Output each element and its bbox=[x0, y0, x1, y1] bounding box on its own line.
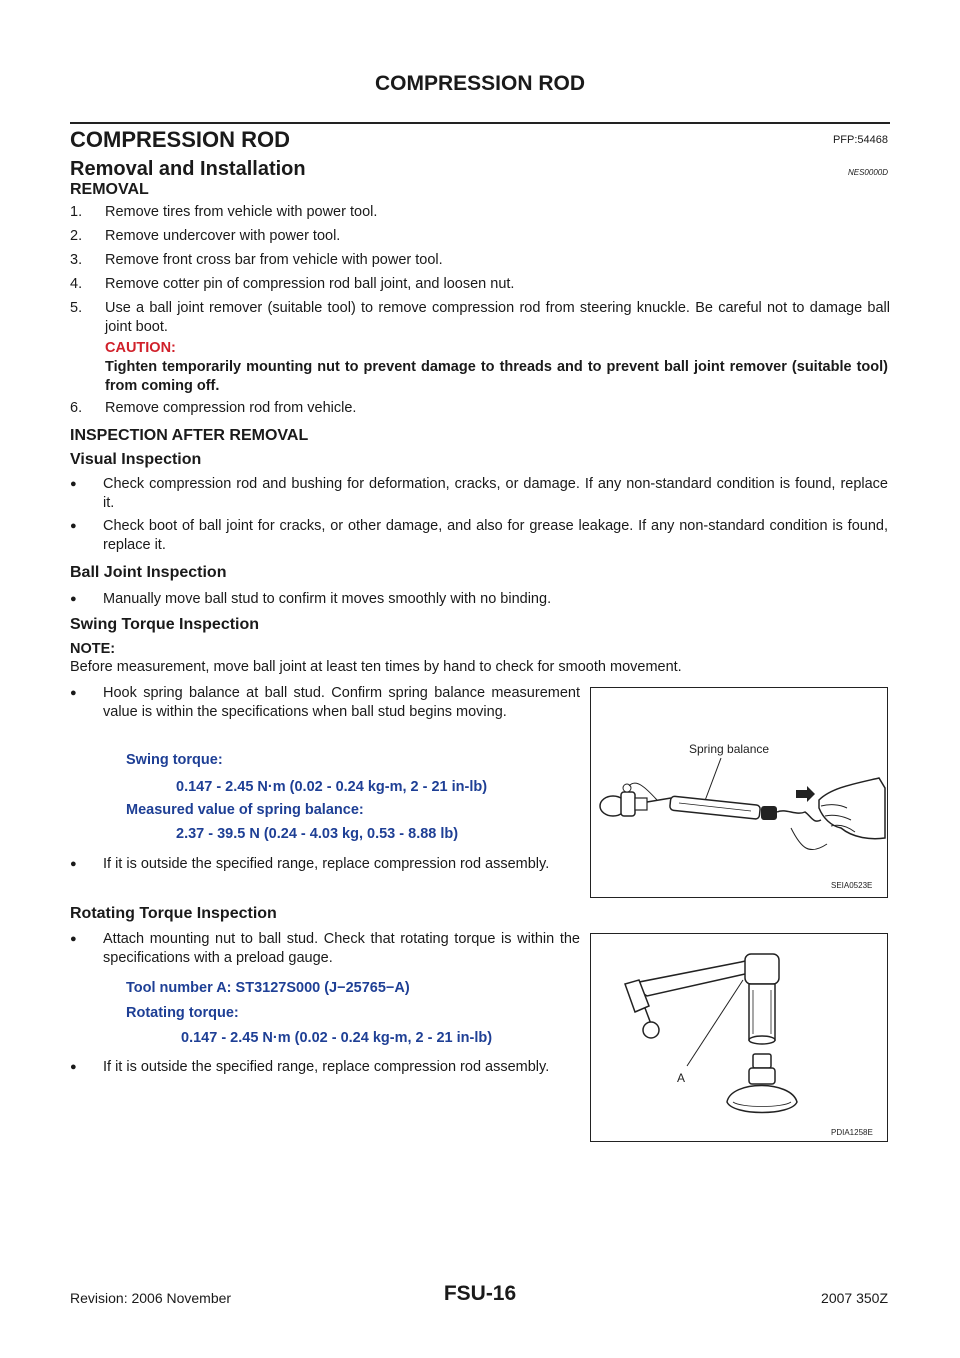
note-text: Before measurement, move ball joint at least ten times by hand to check for smooth movement. bbox=[70, 659, 682, 675]
footer-model: 2007 350Z bbox=[821, 1290, 888, 1306]
bullet-text: If it is outside the specified range, replace compression rod assembly. bbox=[103, 1059, 550, 1075]
spring-balance-value: 2.37 - 39.5 N (0.24 - 4.03 kg, 0.53 - 8.88 lb) bbox=[176, 826, 459, 842]
step-number: 3. bbox=[70, 252, 83, 268]
bullet-dot: ● bbox=[70, 593, 77, 605]
step-text: Remove tires from vehicle with power tool. bbox=[105, 204, 378, 220]
bullet-text: If it is outside the specified range, replace compression rod assembly. bbox=[103, 856, 550, 872]
caution-label: CAUTION: bbox=[105, 340, 176, 356]
spring-balance-illustration bbox=[591, 688, 887, 897]
bullet-item bbox=[70, 930, 580, 968]
removal-step bbox=[70, 275, 890, 294]
ball-joint-heading: Ball Joint Inspection bbox=[70, 564, 227, 581]
spring-balance-figure bbox=[590, 687, 888, 898]
bullet-text: Hook spring balance at ball stud. Confirm spring balance measurement value is within the specifications when ball stud begins moving. bbox=[103, 685, 580, 720]
removal-heading: REMOVAL bbox=[70, 181, 149, 198]
step-text: Remove compression rod from vehicle. bbox=[105, 400, 357, 416]
step-number: 4. bbox=[70, 276, 83, 292]
rotating-heading: Rotating Torque Inspection bbox=[70, 905, 277, 922]
figure-callout-a: A bbox=[677, 1071, 686, 1085]
bullet-dot: ● bbox=[70, 520, 77, 532]
tool-number-label: Tool number A: ST3127S000 (J−25765−A) bbox=[126, 980, 410, 996]
bullet-item bbox=[70, 475, 888, 513]
bullet-dot: ● bbox=[70, 478, 77, 490]
rotating-torque-label: Rotating torque: bbox=[126, 1005, 239, 1021]
removal-step bbox=[70, 399, 890, 418]
step-number: 6. bbox=[70, 400, 83, 416]
step-text: Use a ball joint remover (suitable tool) to remove compression rod from steering knuckle. Be careful not to damage ball joint boot. bbox=[105, 300, 890, 335]
step-number: 2. bbox=[70, 228, 83, 244]
footer-revision: Revision: 2006 November bbox=[70, 1290, 232, 1306]
preload-gauge-illustration bbox=[591, 934, 887, 1141]
removal-step bbox=[70, 299, 890, 337]
figure-label: Spring balance bbox=[689, 742, 770, 756]
step-number: 5. bbox=[70, 300, 83, 316]
note-label: NOTE: bbox=[70, 641, 116, 657]
bullet-dot: ● bbox=[70, 933, 77, 945]
bullet-dot: ● bbox=[70, 687, 77, 699]
pfp-code: PFP:54468 bbox=[832, 134, 888, 146]
subsection-title: Removal and Installation bbox=[70, 158, 306, 180]
spring-balance-label: Measured value of spring balance: bbox=[126, 802, 364, 818]
rotating-torque-value: 0.147 - 2.45 N·m (0.02 - 0.24 kg-m, 2 - 21 in-lb) bbox=[181, 1030, 493, 1046]
bullet-dot: ● bbox=[70, 858, 77, 870]
step-text: Remove undercover with power tool. bbox=[105, 228, 341, 244]
bullet-item bbox=[70, 855, 580, 874]
removal-step bbox=[70, 227, 890, 246]
preload-gauge-figure bbox=[590, 933, 888, 1142]
swing-torque-value: 0.147 - 2.45 N·m (0.02 - 0.24 kg-m, 2 - 21 in-lb) bbox=[176, 779, 488, 795]
visual-inspection-heading: Visual Inspection bbox=[70, 451, 202, 468]
bullet-item bbox=[70, 1058, 580, 1077]
subsection-code: NES0000D bbox=[847, 168, 888, 177]
swing-heading: Swing Torque Inspection bbox=[70, 616, 260, 633]
bullet-text: Manually move ball stud to confirm it moves smoothly with no binding. bbox=[103, 591, 552, 607]
section-title: COMPRESSION ROD bbox=[70, 127, 291, 152]
bullet-text: Check boot of ball joint for cracks, or other damage, and also for grease leakage. If any non-standard condition is found, replace it. bbox=[103, 518, 888, 553]
bullet-text: Attach mounting nut to ball stud. Check that rotating torque is within the specifications with a preload gauge. bbox=[103, 931, 580, 966]
caution-text: Tighten temporarily mounting nut to prevent damage to threads and to prevent ball joint remover (suitable tool) from coming off. bbox=[105, 359, 888, 394]
step-text: Remove front cross bar from vehicle with power tool. bbox=[105, 252, 443, 268]
bullet-item bbox=[70, 517, 888, 555]
page-header-title: COMPRESSION ROD bbox=[374, 72, 586, 95]
bullet-item bbox=[70, 684, 580, 722]
swing-torque-label: Swing torque: bbox=[126, 752, 223, 768]
figure-code: SEIA0523E bbox=[831, 881, 873, 890]
footer-page-number: FSU-16 bbox=[443, 1282, 517, 1305]
step-text: Remove cotter pin of compression rod ball joint, and loosen nut. bbox=[105, 276, 515, 292]
step-number: 1. bbox=[70, 204, 83, 220]
figure-code: PDIA1258E bbox=[831, 1128, 873, 1137]
bullet-dot: ● bbox=[70, 1061, 77, 1073]
removal-step bbox=[70, 251, 890, 270]
inspection-heading: INSPECTION AFTER REMOVAL bbox=[70, 427, 309, 444]
bullet-text: Check compression rod and bushing for deformation, cracks, or damage. If any non-standard condition is found, replace it. bbox=[103, 476, 888, 511]
removal-step bbox=[70, 203, 890, 222]
bullet-item bbox=[70, 590, 888, 609]
header-rule bbox=[70, 122, 890, 124]
